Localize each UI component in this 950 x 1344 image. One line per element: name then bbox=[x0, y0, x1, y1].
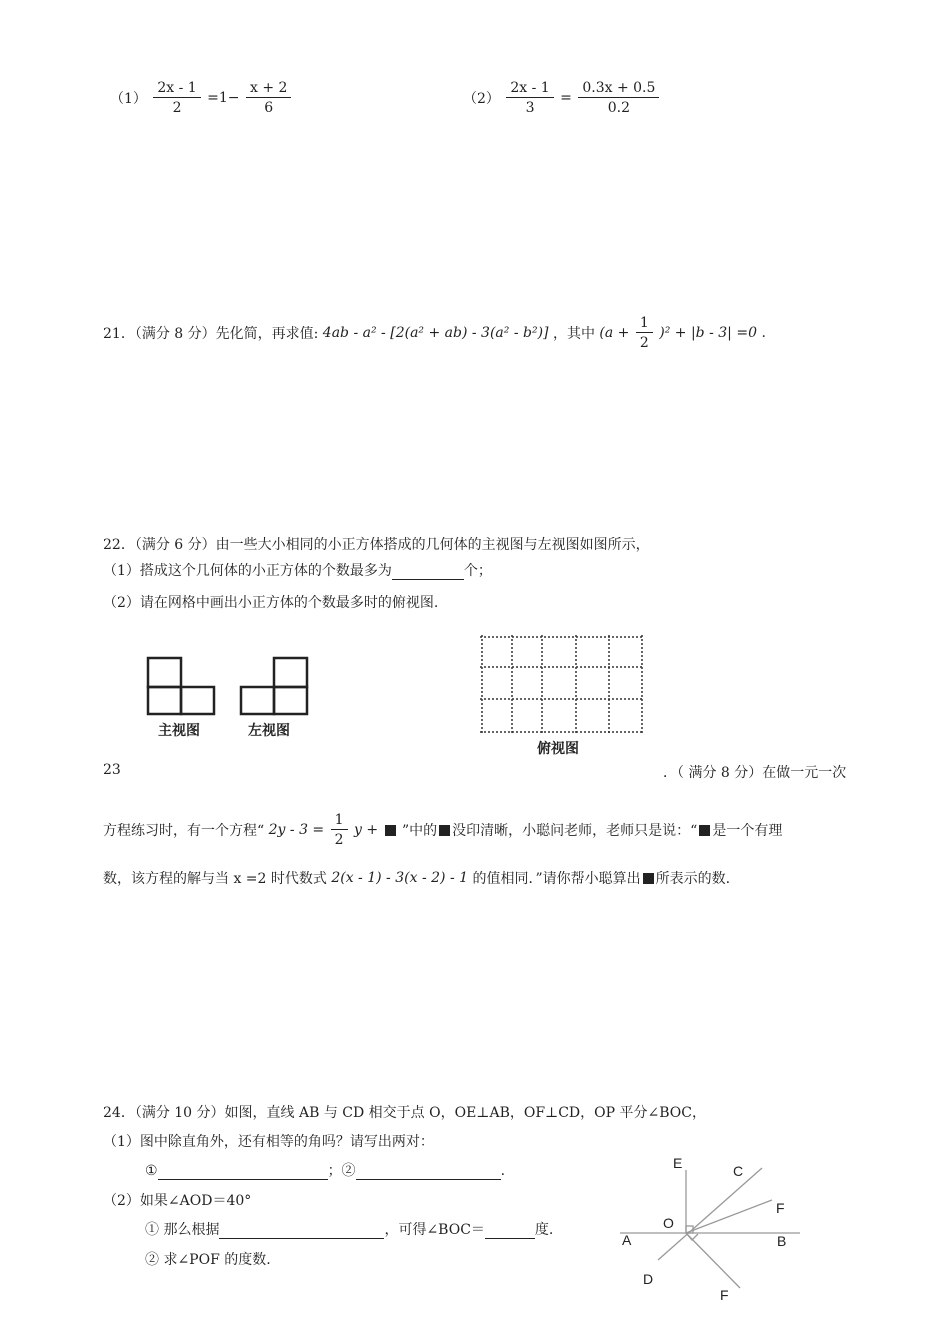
q21-cond-b: )² + |b - 3| =0 bbox=[659, 325, 757, 341]
point-label-c: C bbox=[733, 1163, 744, 1179]
fraction-denominator: 2 bbox=[639, 335, 649, 351]
point-label-f2: F bbox=[720, 1287, 729, 1303]
q20-part1-label: （1） bbox=[110, 91, 147, 107]
q21-line bbox=[103, 315, 766, 351]
answer-blank[interactable] bbox=[158, 1165, 328, 1180]
left-view-label: 左视图 bbox=[248, 723, 290, 739]
q23-line3-b: 的值相同．”请你帮小聪算出 bbox=[472, 871, 641, 887]
black-square-icon bbox=[643, 873, 654, 884]
front-view-figure bbox=[145, 655, 220, 717]
q20-part2-label: （2） bbox=[463, 91, 500, 107]
q24-part2: （2）如果∠AOD＝40° bbox=[103, 1193, 252, 1209]
q20-part1 bbox=[110, 80, 293, 116]
q21-cond-a: (a + bbox=[599, 325, 630, 341]
q20-part2 bbox=[463, 80, 661, 116]
black-square-icon bbox=[699, 825, 710, 836]
fraction-numerator: 1 bbox=[331, 812, 348, 830]
answer-blank[interactable] bbox=[485, 1224, 535, 1239]
fraction-numerator: 2x - 1 bbox=[153, 80, 200, 98]
q23-eq-a: 2y - 3 = bbox=[268, 822, 325, 838]
fraction-numerator: 2x - 1 bbox=[506, 80, 553, 98]
q24-blanks bbox=[145, 1160, 505, 1180]
point-label-d: D bbox=[643, 1271, 654, 1287]
q23-line2-d: 是一个有理 bbox=[712, 823, 783, 839]
fraction-numerator: 0.3x + 0.5 bbox=[578, 80, 659, 98]
top-view-grid[interactable] bbox=[478, 633, 648, 738]
q23-number: 23 bbox=[103, 762, 121, 778]
q22-part1-unit: 个； bbox=[463, 563, 492, 579]
fraction-denominator: 0.2 bbox=[607, 100, 631, 116]
front-view-label: 主视图 bbox=[158, 723, 200, 739]
fraction-denominator: 3 bbox=[525, 100, 535, 116]
black-square-icon bbox=[439, 825, 450, 836]
q24-blank-sep: ；② bbox=[327, 1163, 356, 1179]
q20-p1-frac-right bbox=[246, 80, 291, 116]
answer-blank[interactable] bbox=[219, 1224, 384, 1239]
q24-sub1 bbox=[145, 1219, 553, 1239]
fraction-denominator: 6 bbox=[264, 100, 274, 116]
q23-eq-b: y + bbox=[354, 822, 379, 838]
top-view-label: 俯视图 bbox=[537, 741, 579, 757]
point-label-o: O bbox=[663, 1215, 674, 1231]
answer-blank[interactable] bbox=[356, 1165, 501, 1180]
fraction-denominator: 2 bbox=[334, 832, 344, 848]
q20-p1-frac-left bbox=[153, 80, 200, 116]
q21-mid: ，其中 bbox=[552, 326, 595, 342]
fraction-denominator: 2 bbox=[172, 100, 182, 116]
equals-sign: = bbox=[560, 90, 572, 106]
q23-head: ．（ 满分 8 分）在做一元一次 bbox=[663, 765, 847, 781]
fraction-numerator: x + 2 bbox=[246, 80, 291, 98]
q24-stem: 24．（满分 10 分）如图，直线 AB 与 CD 相交于点 O，OE⊥AB，OF⊥CD，OP 平分∠BOC， bbox=[103, 1105, 706, 1121]
q21-half-fraction bbox=[636, 315, 653, 351]
q24-part1: （1）图中除直角外，还有相等的角吗？请写出两对： bbox=[103, 1134, 434, 1150]
q22-part2: （2）请在网格中画出小正方体的个数最多时的俯视图. bbox=[103, 595, 439, 611]
left-view-figure bbox=[238, 655, 313, 717]
q24-sub2: ② 求∠POF 的度数. bbox=[145, 1252, 271, 1268]
point-label-b: B bbox=[777, 1233, 787, 1249]
q22-part1-text: （1）搭成这个几何体的小正方体的个数最多为 bbox=[103, 563, 392, 579]
angle-diagram bbox=[600, 1150, 820, 1310]
point-label-e: E bbox=[673, 1155, 683, 1171]
q24-blank1-marker: ① bbox=[145, 1163, 158, 1179]
fraction-numerator: 1 bbox=[636, 315, 653, 333]
q22-part1 bbox=[103, 560, 492, 580]
q23-line2-c: 没印清晰，小聪问老师，老师只是说：“ bbox=[452, 823, 698, 839]
q23-line2-a: 方程练习时，有一个方程“ bbox=[103, 823, 265, 839]
q23-line3-c: 所表示的数. bbox=[655, 871, 731, 887]
q24-sub1-c: 度. bbox=[534, 1222, 554, 1238]
point-label-f1: F bbox=[776, 1200, 785, 1216]
q20-p2-frac-left bbox=[506, 80, 553, 116]
q23-line2 bbox=[103, 812, 782, 848]
q21-expression: 4ab - a² - [2(a² + ab) - 3(a² - b²)] bbox=[322, 325, 549, 341]
q23-line3-a: 数，该方程的解与当 x =2 时代数式 bbox=[103, 871, 327, 887]
q22-stem: 22．（满分 6 分）由一些大小相同的小正方体搭成的几何体的主视图与左视图如图所示， bbox=[103, 537, 650, 553]
q21-prefix: 21．（满分 8 分）先化简，再求值: bbox=[103, 326, 319, 342]
point-label-a: A bbox=[622, 1232, 632, 1248]
answer-blank[interactable] bbox=[392, 565, 464, 580]
q23-half-fraction bbox=[331, 812, 348, 848]
q23-line2-b: ”中的 bbox=[402, 823, 438, 839]
q23-line3-expr: 2(x - 1) - 3(x - 2) - 1 bbox=[331, 870, 469, 886]
q24-sub1-b: ，可得∠BOC＝ bbox=[384, 1222, 485, 1238]
q24-blank-end: . bbox=[500, 1163, 506, 1179]
black-square-icon bbox=[385, 825, 396, 836]
equals-one-minus: =1− bbox=[207, 90, 240, 106]
q21-end: . bbox=[761, 325, 766, 341]
q20-p2-frac-right bbox=[578, 80, 659, 116]
q24-sub1-a: ① 那么根据 bbox=[145, 1222, 220, 1238]
q23-line3 bbox=[103, 868, 730, 888]
